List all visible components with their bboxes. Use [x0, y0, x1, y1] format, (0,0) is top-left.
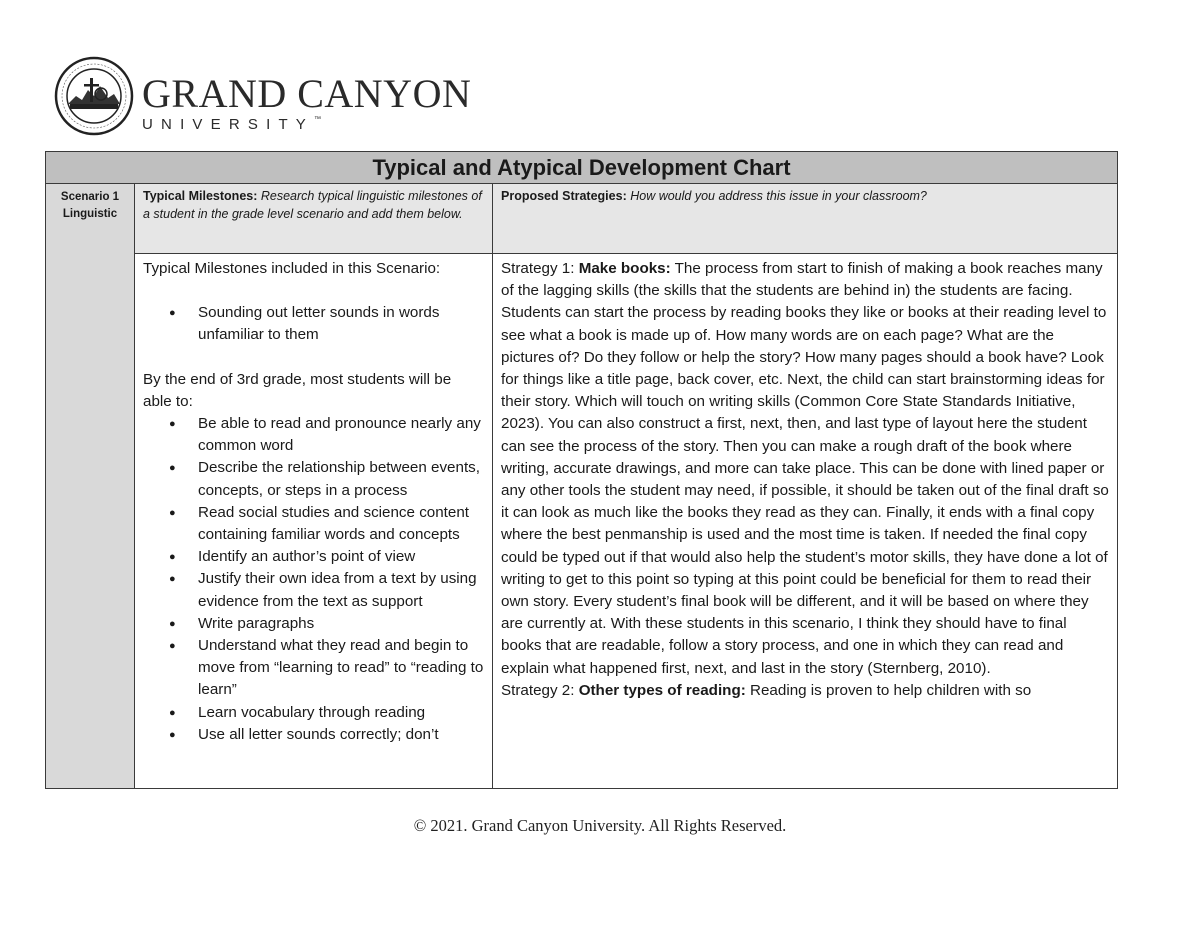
- list-item: ● Read social studies and science content containing familiar words and concepts: [183, 502, 484, 546]
- strategies-cell: [493, 254, 1118, 789]
- list-item: ● Identify an author’s point of view: [183, 546, 484, 568]
- chart-title: Typical and Atypical Development Chart: [46, 152, 1118, 184]
- copyright-footer: © 2021. Grand Canyon University. All Rights Reserved.: [413, 816, 787, 835]
- strategy-1: Strategy 1: Make books: The process from start to finish of making a book reaches many of the lagging skills (the skills that the students are behind in) the students are facing. Students can start the process by reading books they like or books at their reading level to see what a book is made up of. How many words are on each page? What are the pictures of? Do they follow or help the story? How many pages should a book have? Look for things like a title page, back cover, etc. Next, the child can start brainstorming ideas for their story. Which will touch on writing skills (Common Core State Standards Initiative, 2023). You can also construct a first, next, then, and last type of layout here the student can see the process of the story. Then you can make a rough draft of the book where writing, accurate drawings, and more can take place. This can be done with lined paper or any other tools the student may need, if possible, it should be taken out of the final draft so it can look as much like the books they read as they can. Finally, it ends with a final copy where the best penmanship is used and the most time is taken. If needed the final copy could be typed out if that would also help the student’s motor skills, they have done a lot of writing to get to this point so typing at this point could be beneficial for them to read their own story. Every student’s final book will be different, and it will be based on where they are currently at. With these students in this scenario, I think they should have to final books that are readable, follow a story process, and one in which they can read and explain what happened first, next, and last in the story (Sternberg, 2010).: [501, 260, 1109, 677]
- wordmark: [142, 71, 472, 133]
- university-seal-icon: [54, 56, 134, 136]
- grade-intro: By the end of 3rd grade, most students will be able to:: [143, 370, 452, 410]
- scenario-label: Scenario 1 Linguistic: [46, 184, 135, 789]
- strategy-2: Strategy 2: Other types of reading: Reading is proven to help children with so: [501, 681, 1032, 699]
- typical-milestones-header: Typical Milestones: Research typical linguistic milestones of a student in the grade level scenario and add them below.: [135, 184, 493, 254]
- list-item: ● Use all letter sounds correctly; don’t: [183, 724, 484, 746]
- university-name-line1: GRAND CANYON: [142, 71, 472, 116]
- milestones-intro: Typical Milestones included in this Scenario:: [143, 260, 441, 277]
- list-item: ● Describe the relationship between events, concepts, or steps in a process: [183, 457, 484, 501]
- list-item: ● Learn vocabulary through reading: [183, 702, 484, 724]
- milestones-first-list: [143, 302, 484, 346]
- list-item: ● Sounding out letter sounds in words unfamiliar to them: [183, 302, 484, 346]
- list-item: ● Understand what they read and begin to move from “learning to read” to “reading to learn”: [183, 635, 484, 702]
- list-item: ● Be able to read and pronounce nearly any common word: [183, 413, 484, 457]
- milestones-cell: [135, 254, 493, 789]
- proposed-strategies-header: Proposed Strategies: How would you address this issue in your classroom?: [493, 184, 1118, 254]
- grade-milestones-list: [143, 413, 484, 746]
- list-item: ● Write paragraphs: [183, 613, 484, 635]
- development-chart-table: [45, 151, 1118, 789]
- list-item: ● Justify their own idea from a text by using evidence from the text as support: [183, 568, 484, 612]
- gcu-logo: [54, 56, 472, 140]
- university-name-line2: UNIVERSITY™: [142, 116, 322, 133]
